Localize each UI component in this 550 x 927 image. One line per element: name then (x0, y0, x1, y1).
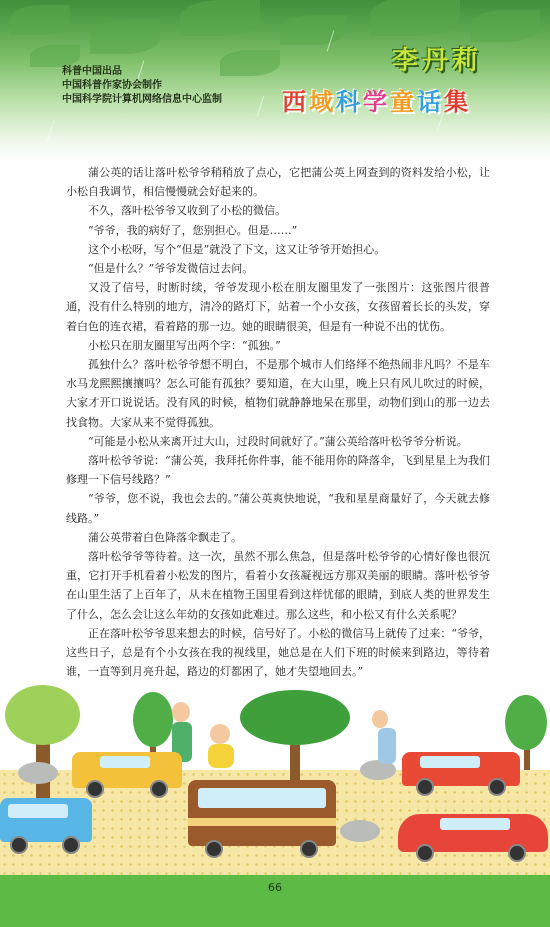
wheel (150, 780, 168, 798)
leaf-decoration (90, 20, 160, 54)
bus-stripe (188, 818, 336, 826)
tree-icon (133, 692, 173, 747)
tree-icon (5, 685, 80, 745)
series-title-char: 集 (444, 88, 471, 116)
page-header (0, 0, 550, 160)
publisher-info (62, 65, 222, 107)
paragraph: 不久，落叶松爷爷又收到了小松的微信。 (88, 204, 286, 218)
series-title-char: 科 (336, 88, 363, 116)
car-window (100, 756, 150, 768)
series-title-char: 学 (363, 88, 390, 116)
leaf-decoration (10, 5, 70, 35)
smog-cloud (18, 762, 58, 784)
leaf-decoration (30, 45, 80, 67)
publisher-line: 中国科学院计算机网络信息中心监制 (62, 94, 222, 105)
series-title-char: 话 (417, 88, 444, 116)
paragraph: “但是什么？”爷爷发微信过去问。 (88, 262, 254, 276)
paragraph: “可能是小松从来离开过大山，过段时间就好了。”蒲公英给落叶松爷爷分析说。 (88, 434, 468, 448)
wheel (10, 836, 28, 854)
paragraph: 小松只在朋友圈里写出两个字：“孤独。” (88, 338, 281, 352)
rain-streak (257, 95, 265, 116)
street-illustration (0, 680, 550, 875)
series-title-char: 童 (390, 88, 417, 116)
wheel (416, 778, 434, 796)
leaf-decoration (370, 0, 460, 36)
wheel (488, 778, 506, 796)
car-window (440, 818, 510, 830)
paragraph: 又没了信号，时断时续，爷爷发现小松在朋友圈里发了一张图片：这张图片很普通，没有什么特别的地方，清冷的路灯下，站着一个小女孩，女孩留着长长的头发，穿着白色的连衣裙，看着路的那一边。她的眼睛很美，但是有一种说不出的忧伤。 (66, 281, 490, 333)
leaf-decoration (470, 10, 540, 42)
old-man-figure (372, 710, 388, 728)
paragraph: 蒲公英的话让落叶松爷爷稍稍放了点心，它把蒲公英上网查到的资料发给小松，让小松自我调节，相信慢慢就会好起来的。 (66, 166, 490, 199)
paragraph: 正在落叶松爷爷思来想去的时候，信号好了。小松的微信马上就传了过来：“爷爷，这些日子，总是有个小女孩在我的视线里，她总是在人们下班的时候来到路边，等待着谁，一直等到月亮升起，路边的灯都困了，她才失望地回去。” (66, 626, 490, 679)
wheel (86, 780, 104, 798)
article-body (66, 163, 490, 681)
tree-icon (505, 695, 547, 750)
author-name: 李丹莉 (392, 46, 483, 76)
leaf-decoration (280, 15, 346, 45)
paragraph: 蒲公英带着白色降落伞飘走了。 (88, 530, 242, 544)
paragraph: 落叶松爷爷说：“蒲公英，我拜托你件事，能不能用你的降落伞，飞到星星上为我们修理一下信号线路？” (66, 454, 490, 487)
series-title (282, 82, 471, 117)
boy-figure (172, 702, 190, 722)
wheel (205, 840, 223, 858)
car-window (8, 804, 68, 818)
series-title-char: 域 (309, 88, 336, 116)
tree-icon (240, 690, 350, 745)
paragraph: “爷爷，您不说，我也会去的。”蒲公英爽快地说，“我和星星商量好了，今天就去修线路。” (66, 492, 490, 525)
publisher-line: 科普中国出品 (62, 66, 122, 77)
girl-figure (210, 724, 230, 744)
bus-window (198, 788, 326, 808)
smog-cloud (340, 820, 380, 842)
wheel (62, 836, 80, 854)
series-title-char: 西 (282, 88, 309, 116)
page-number: 66 (268, 881, 282, 894)
girl-body (208, 744, 234, 768)
paragraph: 孤独什么？落叶松爷爷想不明白，不是那个城市人们络绎不绝热闹非凡吗？不是车水马龙熙熙攘攘吗？怎么可能有孤独？要知道，在大山里，晚上只有风儿吹过的时候，大家才开口说说话。没有风的时候，植物们就静静地呆在那里，动物们到山的那一边去找食物。大家从来不觉得孤独。 (66, 358, 490, 429)
paragraph: 落叶松爷爷等待着。这一次，虽然不那么焦急，但是落叶松爷爷的心情好像也很沉重，它打开手机看着小松发的图片，看着小女孩凝视远方那双美丽的眼睛。落叶松爷爷在山里生活了上百年了，从未在植物王国里看到这样忧郁的眼睛，到底人类的世界发生了什么，怎么会让这么年幼的女孩如此难过。那么这些，和小松又有什么关系呢？ (66, 550, 490, 621)
car-window (420, 756, 480, 768)
publisher-line: 中国科普作家协会制作 (62, 80, 162, 91)
leaf-decoration (180, 0, 260, 36)
paragraph: 这个小松呀，写个“但是”就没了下文，这又让爷爷开始担心。 (88, 242, 386, 256)
wheel (300, 840, 318, 858)
rain-streak (47, 120, 55, 141)
leaf-decoration (220, 50, 280, 76)
paragraph: “爷爷，我的病好了，您别担心。但是……” (88, 223, 298, 237)
wheel (508, 844, 526, 862)
wheel (416, 844, 434, 862)
old-man-body (378, 728, 396, 764)
